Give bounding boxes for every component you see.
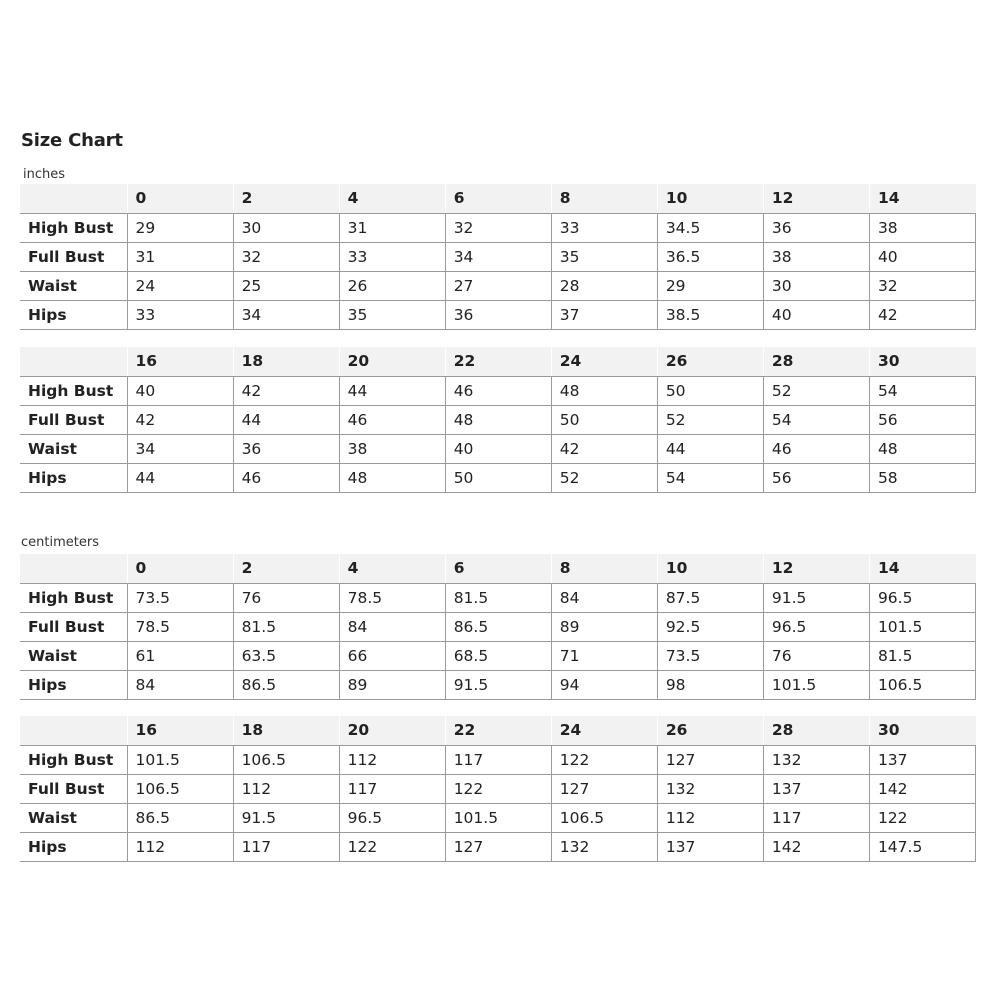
- measurement-value: 30: [233, 213, 339, 242]
- measurement-value: 52: [657, 405, 763, 434]
- measurement-value: 81.5: [233, 612, 339, 641]
- measurement-label: High Bust: [20, 213, 127, 242]
- measurement-value: 36: [763, 213, 869, 242]
- size-header-cell: 14: [869, 184, 975, 213]
- size-header-cell: 0: [127, 554, 233, 583]
- measurement-value: 56: [763, 463, 869, 492]
- measurement-value: 78.5: [339, 583, 445, 612]
- measurement-row-waist: [20, 641, 976, 670]
- measurement-value: 48: [339, 463, 445, 492]
- size-header-cell: 30: [869, 716, 975, 745]
- measurement-row-full-bust: [20, 242, 976, 271]
- measurement-value: 36: [445, 300, 551, 329]
- size-table-inches-1: [20, 184, 976, 330]
- measurement-value: 61: [127, 641, 233, 670]
- measurement-row-hips: [20, 463, 976, 492]
- measurement-value: 122: [339, 832, 445, 861]
- header-corner-cell: [20, 554, 127, 583]
- measurement-value: 84: [551, 583, 657, 612]
- size-header-cell: 20: [339, 347, 445, 376]
- measurement-value: 29: [127, 213, 233, 242]
- measurement-label: Full Bust: [20, 405, 127, 434]
- measurement-value: 26: [339, 271, 445, 300]
- measurement-value: 76: [763, 641, 869, 670]
- measurement-label: Full Bust: [20, 242, 127, 271]
- measurement-value: 117: [763, 803, 869, 832]
- measurement-value: 48: [445, 405, 551, 434]
- measurement-value: 71: [551, 641, 657, 670]
- measurement-value: 91.5: [763, 583, 869, 612]
- measurement-value: 37: [551, 300, 657, 329]
- measurement-value: 58: [869, 463, 975, 492]
- measurement-row-full-bust: [20, 612, 976, 641]
- measurement-value: 81.5: [445, 583, 551, 612]
- measurement-row-hips: [20, 832, 976, 861]
- measurement-value: 86.5: [127, 803, 233, 832]
- measurement-value: 112: [233, 774, 339, 803]
- size-header-row: [20, 716, 976, 745]
- measurement-value: 48: [869, 434, 975, 463]
- measurement-value: 112: [657, 803, 763, 832]
- measurement-label: Full Bust: [20, 612, 127, 641]
- measurement-row-full-bust: [20, 405, 976, 434]
- size-header-cell: 2: [233, 554, 339, 583]
- measurement-value: 86.5: [233, 670, 339, 699]
- measurement-value: 122: [551, 745, 657, 774]
- measurement-value: 92.5: [657, 612, 763, 641]
- measurement-label: Waist: [20, 271, 127, 300]
- measurement-value: 101.5: [763, 670, 869, 699]
- measurement-value: 127: [445, 832, 551, 861]
- measurement-label: High Bust: [20, 745, 127, 774]
- size-table-centimeters-1: [20, 554, 976, 700]
- measurement-value: 81.5: [869, 641, 975, 670]
- size-header-cell: 22: [445, 347, 551, 376]
- measurement-label: High Bust: [20, 376, 127, 405]
- measurement-value: 42: [127, 405, 233, 434]
- measurement-value: 96.5: [763, 612, 869, 641]
- measurement-value: 54: [657, 463, 763, 492]
- measurement-value: 132: [551, 832, 657, 861]
- measurement-value: 46: [445, 376, 551, 405]
- size-header-cell: 28: [763, 347, 869, 376]
- measurement-value: 38.5: [657, 300, 763, 329]
- measurement-row-waist: [20, 434, 976, 463]
- measurement-value: 40: [869, 242, 975, 271]
- measurement-value: 56: [869, 405, 975, 434]
- measurement-value: 68.5: [445, 641, 551, 670]
- measurement-value: 40: [763, 300, 869, 329]
- measurement-value: 34: [445, 242, 551, 271]
- measurement-value: 122: [445, 774, 551, 803]
- size-header-cell: 0: [127, 184, 233, 213]
- measurement-value: 96.5: [339, 803, 445, 832]
- measurement-value: 44: [233, 405, 339, 434]
- unit-label-centimeters: centimeters: [21, 535, 99, 550]
- measurement-row-hips: [20, 300, 976, 329]
- measurement-value: 54: [869, 376, 975, 405]
- size-header-cell: 22: [445, 716, 551, 745]
- measurement-value: 87.5: [657, 583, 763, 612]
- size-header-cell: 18: [233, 716, 339, 745]
- header-corner-cell: [20, 184, 127, 213]
- measurement-value: 50: [445, 463, 551, 492]
- measurement-value: 30: [763, 271, 869, 300]
- measurement-value: 38: [869, 213, 975, 242]
- measurement-value: 27: [445, 271, 551, 300]
- size-header-cell: 4: [339, 554, 445, 583]
- measurement-value: 31: [127, 242, 233, 271]
- measurement-value: 28: [551, 271, 657, 300]
- measurement-value: 96.5: [869, 583, 975, 612]
- measurement-row-high-bust: [20, 583, 976, 612]
- measurement-value: 132: [763, 745, 869, 774]
- size-header-cell: 26: [657, 716, 763, 745]
- measurement-label: Hips: [20, 832, 127, 861]
- measurement-value: 117: [445, 745, 551, 774]
- size-header-cell: 6: [445, 554, 551, 583]
- measurement-value: 117: [339, 774, 445, 803]
- unit-label-inches: inches: [23, 167, 66, 182]
- measurement-value: 106.5: [127, 774, 233, 803]
- measurement-value: 36.5: [657, 242, 763, 271]
- measurement-value: 50: [551, 405, 657, 434]
- size-header-cell: 26: [657, 347, 763, 376]
- measurement-value: 112: [127, 832, 233, 861]
- measurement-value: 36: [233, 434, 339, 463]
- measurement-value: 91.5: [445, 670, 551, 699]
- measurement-value: 147.5: [869, 832, 975, 861]
- measurement-value: 34: [233, 300, 339, 329]
- measurement-value: 137: [657, 832, 763, 861]
- measurement-value: 32: [445, 213, 551, 242]
- measurement-value: 35: [551, 242, 657, 271]
- measurement-value: 127: [551, 774, 657, 803]
- size-header-cell: 6: [445, 184, 551, 213]
- measurement-value: 101.5: [445, 803, 551, 832]
- measurement-value: 73.5: [127, 583, 233, 612]
- size-header-row: [20, 184, 976, 213]
- size-header-cell: 8: [551, 184, 657, 213]
- measurement-value: 46: [339, 405, 445, 434]
- measurement-row-waist: [20, 803, 976, 832]
- measurement-label: High Bust: [20, 583, 127, 612]
- measurement-value: 48: [551, 376, 657, 405]
- size-header-cell: 14: [869, 554, 975, 583]
- measurement-value: 42: [869, 300, 975, 329]
- measurement-value: 117: [233, 832, 339, 861]
- measurement-row-high-bust: [20, 745, 976, 774]
- measurement-value: 25: [233, 271, 339, 300]
- measurement-row-full-bust: [20, 774, 976, 803]
- measurement-value: 127: [657, 745, 763, 774]
- measurement-value: 24: [127, 271, 233, 300]
- measurement-label: Full Bust: [20, 774, 127, 803]
- measurement-value: 76: [233, 583, 339, 612]
- measurement-value: 73.5: [657, 641, 763, 670]
- measurement-row-high-bust: [20, 376, 976, 405]
- measurement-value: 106.5: [869, 670, 975, 699]
- size-header-cell: 24: [551, 716, 657, 745]
- size-header-cell: 16: [127, 347, 233, 376]
- measurement-value: 86.5: [445, 612, 551, 641]
- measurement-value: 40: [127, 376, 233, 405]
- measurement-value: 142: [869, 774, 975, 803]
- measurement-value: 137: [763, 774, 869, 803]
- measurement-value: 63.5: [233, 641, 339, 670]
- size-header-cell: 12: [763, 184, 869, 213]
- measurement-row-waist: [20, 271, 976, 300]
- measurement-label: Hips: [20, 670, 127, 699]
- measurement-row-hips: [20, 670, 976, 699]
- size-header-cell: 10: [657, 184, 763, 213]
- measurement-label: Waist: [20, 641, 127, 670]
- measurement-value: 137: [869, 745, 975, 774]
- measurement-value: 44: [127, 463, 233, 492]
- measurement-value: 142: [763, 832, 869, 861]
- measurement-value: 46: [763, 434, 869, 463]
- size-header-cell: 8: [551, 554, 657, 583]
- measurement-value: 42: [551, 434, 657, 463]
- page-title: Size Chart: [21, 130, 123, 151]
- measurement-value: 44: [657, 434, 763, 463]
- measurement-value: 32: [869, 271, 975, 300]
- measurement-value: 33: [551, 213, 657, 242]
- measurement-value: 46: [233, 463, 339, 492]
- size-header-cell: 4: [339, 184, 445, 213]
- measurement-value: 40: [445, 434, 551, 463]
- measurement-value: 112: [339, 745, 445, 774]
- measurement-value: 89: [551, 612, 657, 641]
- measurement-value: 34.5: [657, 213, 763, 242]
- size-table-centimeters-2: [20, 716, 976, 862]
- measurement-value: 84: [127, 670, 233, 699]
- measurement-value: 89: [339, 670, 445, 699]
- measurement-value: 132: [657, 774, 763, 803]
- header-corner-cell: [20, 716, 127, 745]
- size-table-inches-2: [20, 347, 976, 493]
- measurement-value: 32: [233, 242, 339, 271]
- measurement-value: 29: [657, 271, 763, 300]
- measurement-value: 78.5: [127, 612, 233, 641]
- measurement-value: 106.5: [233, 745, 339, 774]
- measurement-row-high-bust: [20, 213, 976, 242]
- measurement-value: 52: [763, 376, 869, 405]
- measurement-label: Waist: [20, 434, 127, 463]
- measurement-value: 84: [339, 612, 445, 641]
- size-header-row: [20, 347, 976, 376]
- measurement-label: Hips: [20, 300, 127, 329]
- measurement-value: 33: [339, 242, 445, 271]
- measurement-label: Hips: [20, 463, 127, 492]
- measurement-value: 35: [339, 300, 445, 329]
- measurement-value: 106.5: [551, 803, 657, 832]
- size-header-cell: 20: [339, 716, 445, 745]
- measurement-value: 101.5: [869, 612, 975, 641]
- size-header-cell: 12: [763, 554, 869, 583]
- size-header-row: [20, 554, 976, 583]
- size-header-cell: 18: [233, 347, 339, 376]
- measurement-value: 94: [551, 670, 657, 699]
- measurement-value: 91.5: [233, 803, 339, 832]
- size-header-cell: 2: [233, 184, 339, 213]
- measurement-value: 38: [339, 434, 445, 463]
- measurement-value: 50: [657, 376, 763, 405]
- size-header-cell: 28: [763, 716, 869, 745]
- measurement-label: Waist: [20, 803, 127, 832]
- size-header-cell: 10: [657, 554, 763, 583]
- measurement-value: 44: [339, 376, 445, 405]
- measurement-value: 33: [127, 300, 233, 329]
- size-header-cell: 16: [127, 716, 233, 745]
- measurement-value: 52: [551, 463, 657, 492]
- measurement-value: 101.5: [127, 745, 233, 774]
- header-corner-cell: [20, 347, 127, 376]
- size-header-cell: 30: [869, 347, 975, 376]
- measurement-value: 38: [763, 242, 869, 271]
- measurement-value: 98: [657, 670, 763, 699]
- size-header-cell: 24: [551, 347, 657, 376]
- measurement-value: 31: [339, 213, 445, 242]
- measurement-value: 66: [339, 641, 445, 670]
- measurement-value: 34: [127, 434, 233, 463]
- measurement-value: 42: [233, 376, 339, 405]
- measurement-value: 54: [763, 405, 869, 434]
- measurement-value: 122: [869, 803, 975, 832]
